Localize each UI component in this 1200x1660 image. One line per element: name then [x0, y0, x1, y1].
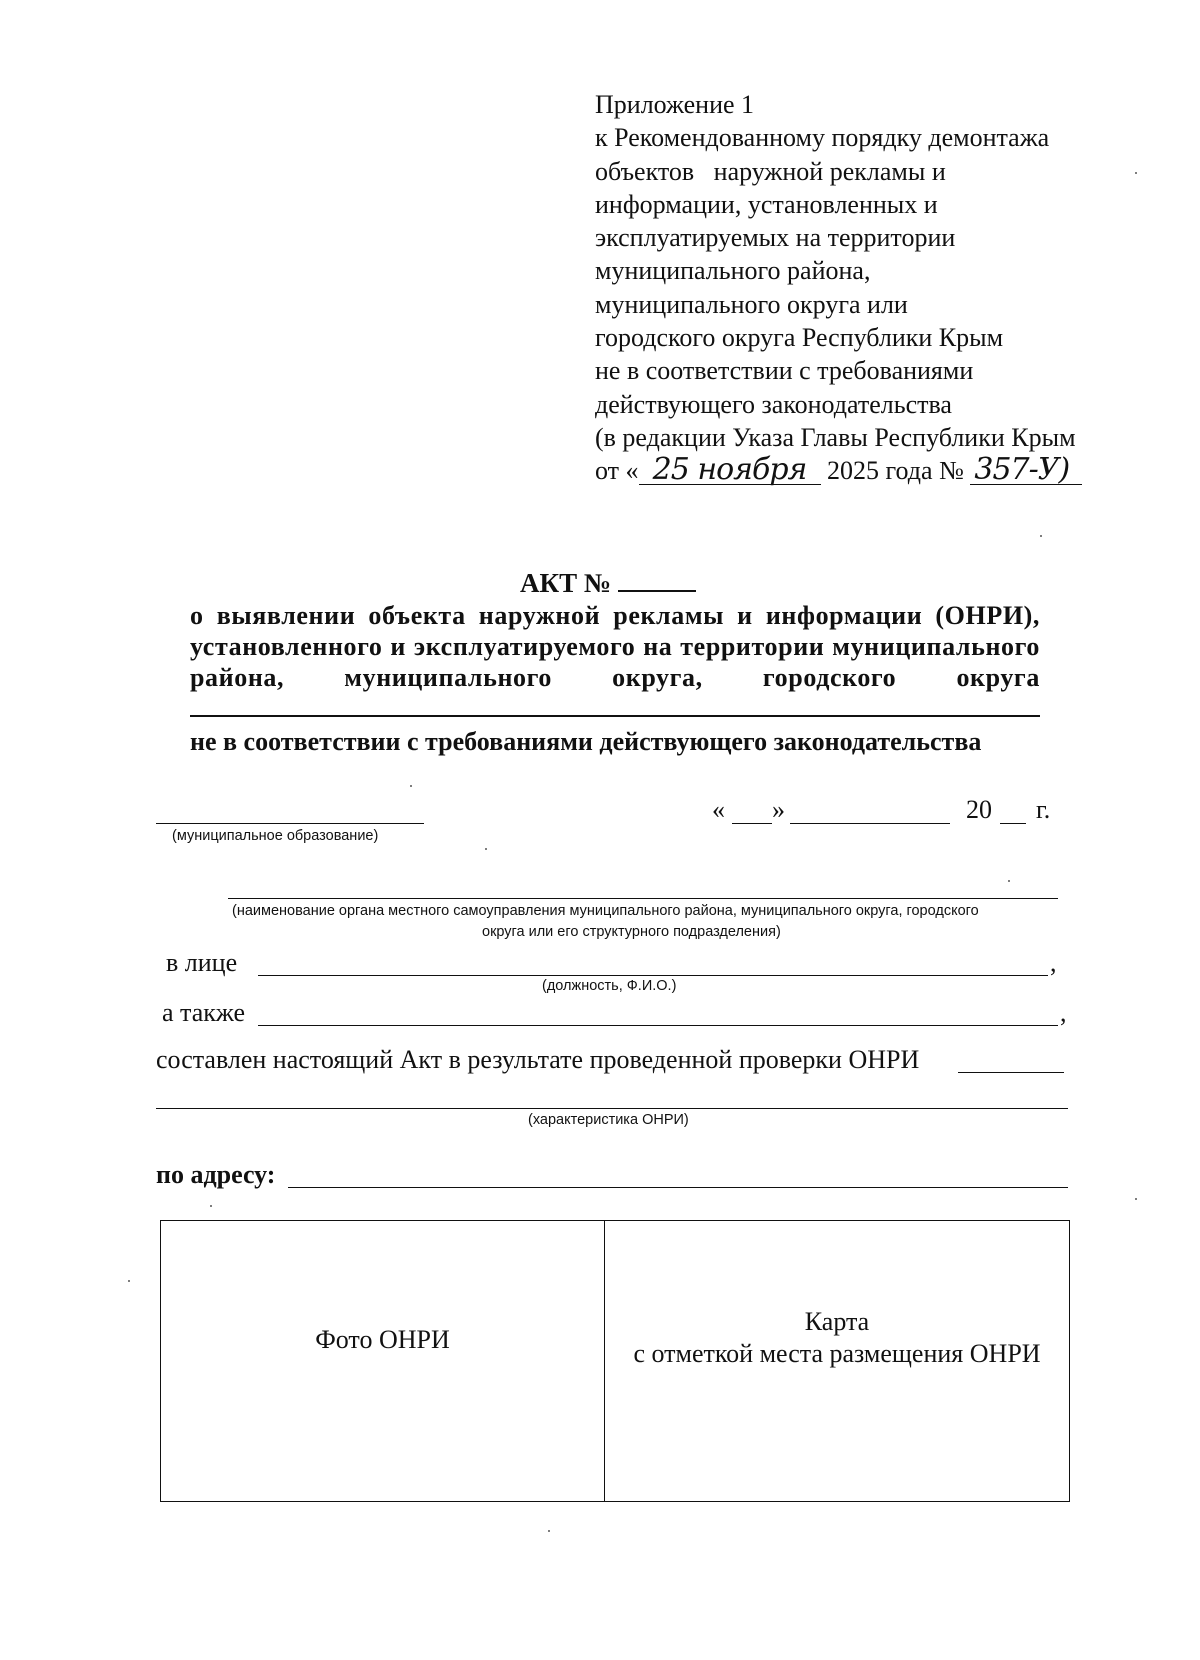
heading-last-line: не в соответствии с требованиями действующего законодательства: [190, 727, 982, 756]
photo-cell[interactable]: [161, 1221, 605, 1501]
municipality-caption: (муниципальное образование): [172, 828, 379, 844]
authority-caption-cont: округа или его структурного подразделения): [482, 924, 781, 940]
date-prefix: от «: [595, 456, 639, 486]
position-name-blank[interactable]: [258, 975, 1048, 976]
comma: ,: [1050, 948, 1057, 977]
address-label: по адресу:: [156, 1160, 276, 1189]
handwritten-number: 357-У): [970, 456, 1082, 485]
act-heading: [190, 600, 1040, 693]
also-blank[interactable]: [258, 1025, 1058, 1026]
year-prefix: 20: [966, 795, 992, 824]
act-title: [520, 568, 696, 599]
appendix-line: к Рекомендованному порядку демонтажа: [595, 123, 1050, 153]
scan-speck: [1135, 1198, 1137, 1200]
scan-speck: [548, 1530, 550, 1532]
municipality-name-blank[interactable]: [190, 715, 1040, 717]
characteristic-blank-short[interactable]: [958, 1072, 1064, 1073]
heading-word: округа,: [612, 663, 703, 692]
appendix-line: не в соответствии с требованиями: [595, 356, 974, 386]
appendix-line: Приложение 1: [595, 90, 755, 119]
scan-speck: [1040, 535, 1042, 537]
municipality-blank[interactable]: [156, 823, 424, 824]
scan-speck: [1008, 880, 1010, 882]
map-label-sub: с отметкой места размещения ОНРИ: [633, 1339, 1041, 1368]
appendix-line: (в редакции Указа Главы Республики Крым: [595, 422, 1076, 452]
composed-text: составлен настоящий Акт в результате проведенной проверки ОНРИ: [156, 1045, 920, 1074]
appendix-line: эксплуатируемых на территории: [595, 223, 956, 253]
act-number-blank[interactable]: [618, 568, 696, 592]
appendix-line: муниципального района,: [595, 256, 871, 286]
date-open-quote: «: [712, 795, 725, 824]
day-blank[interactable]: [732, 823, 772, 824]
scan-speck: [1135, 172, 1137, 174]
heading-line-spread: [190, 662, 1040, 693]
month-blank[interactable]: [790, 823, 950, 824]
scan-speck: [485, 848, 487, 850]
appendix-line: муниципального округа или: [595, 289, 908, 319]
characteristic-caption: (характеристика ОНРИ): [528, 1112, 689, 1128]
appendix-line: городского округа Республики Крым: [595, 323, 1004, 353]
heading-word: городского: [762, 663, 897, 692]
comma: ,: [1060, 998, 1067, 1027]
appendix-line: информации, установленных и: [595, 189, 938, 219]
map-label: Карта: [804, 1307, 870, 1336]
appendix-line: объектов наружной рекламы и: [595, 156, 946, 186]
map-cell[interactable]: [605, 1221, 1069, 1501]
handwritten-date: 25 ноября: [639, 456, 821, 485]
address-blank[interactable]: [288, 1187, 1068, 1188]
characteristic-blank[interactable]: [156, 1108, 1068, 1109]
photo-map-table: [160, 1220, 1070, 1502]
heading-word: района,: [190, 663, 285, 692]
appendix-date-line: [595, 454, 1115, 487]
position-caption: (должность, Ф.И.О.): [542, 978, 677, 994]
year-text: 2025 года №: [827, 456, 964, 486]
heading-line: установленного и эксплуатируемого на территории муниципального: [190, 632, 1040, 661]
authority-blank[interactable]: [228, 898, 1058, 899]
heading-line: о выявлении объекта наружной рекламы и информации (ОНРИ),: [190, 601, 1040, 630]
date-close-quote: »: [772, 795, 785, 824]
appendix-block: [595, 88, 1115, 488]
also-label: а также: [162, 998, 246, 1027]
year-suffix: г.: [1036, 795, 1051, 824]
appendix-line: действующего законодательства: [595, 389, 952, 419]
scan-speck: [128, 1280, 130, 1282]
scan-speck: [410, 785, 412, 787]
authority-caption: (наименование органа местного самоуправления муниципального района, муниципального округа, городского: [232, 903, 979, 919]
heading-word: муниципального: [344, 663, 552, 692]
scan-speck: [210, 1205, 212, 1207]
in-person-label: в лице: [166, 948, 238, 977]
photo-label: Фото ОНРИ: [315, 1325, 450, 1354]
act-title-text: АКТ №: [520, 568, 611, 598]
heading-word: округа: [956, 663, 1040, 692]
year-blank[interactable]: [1000, 823, 1026, 824]
